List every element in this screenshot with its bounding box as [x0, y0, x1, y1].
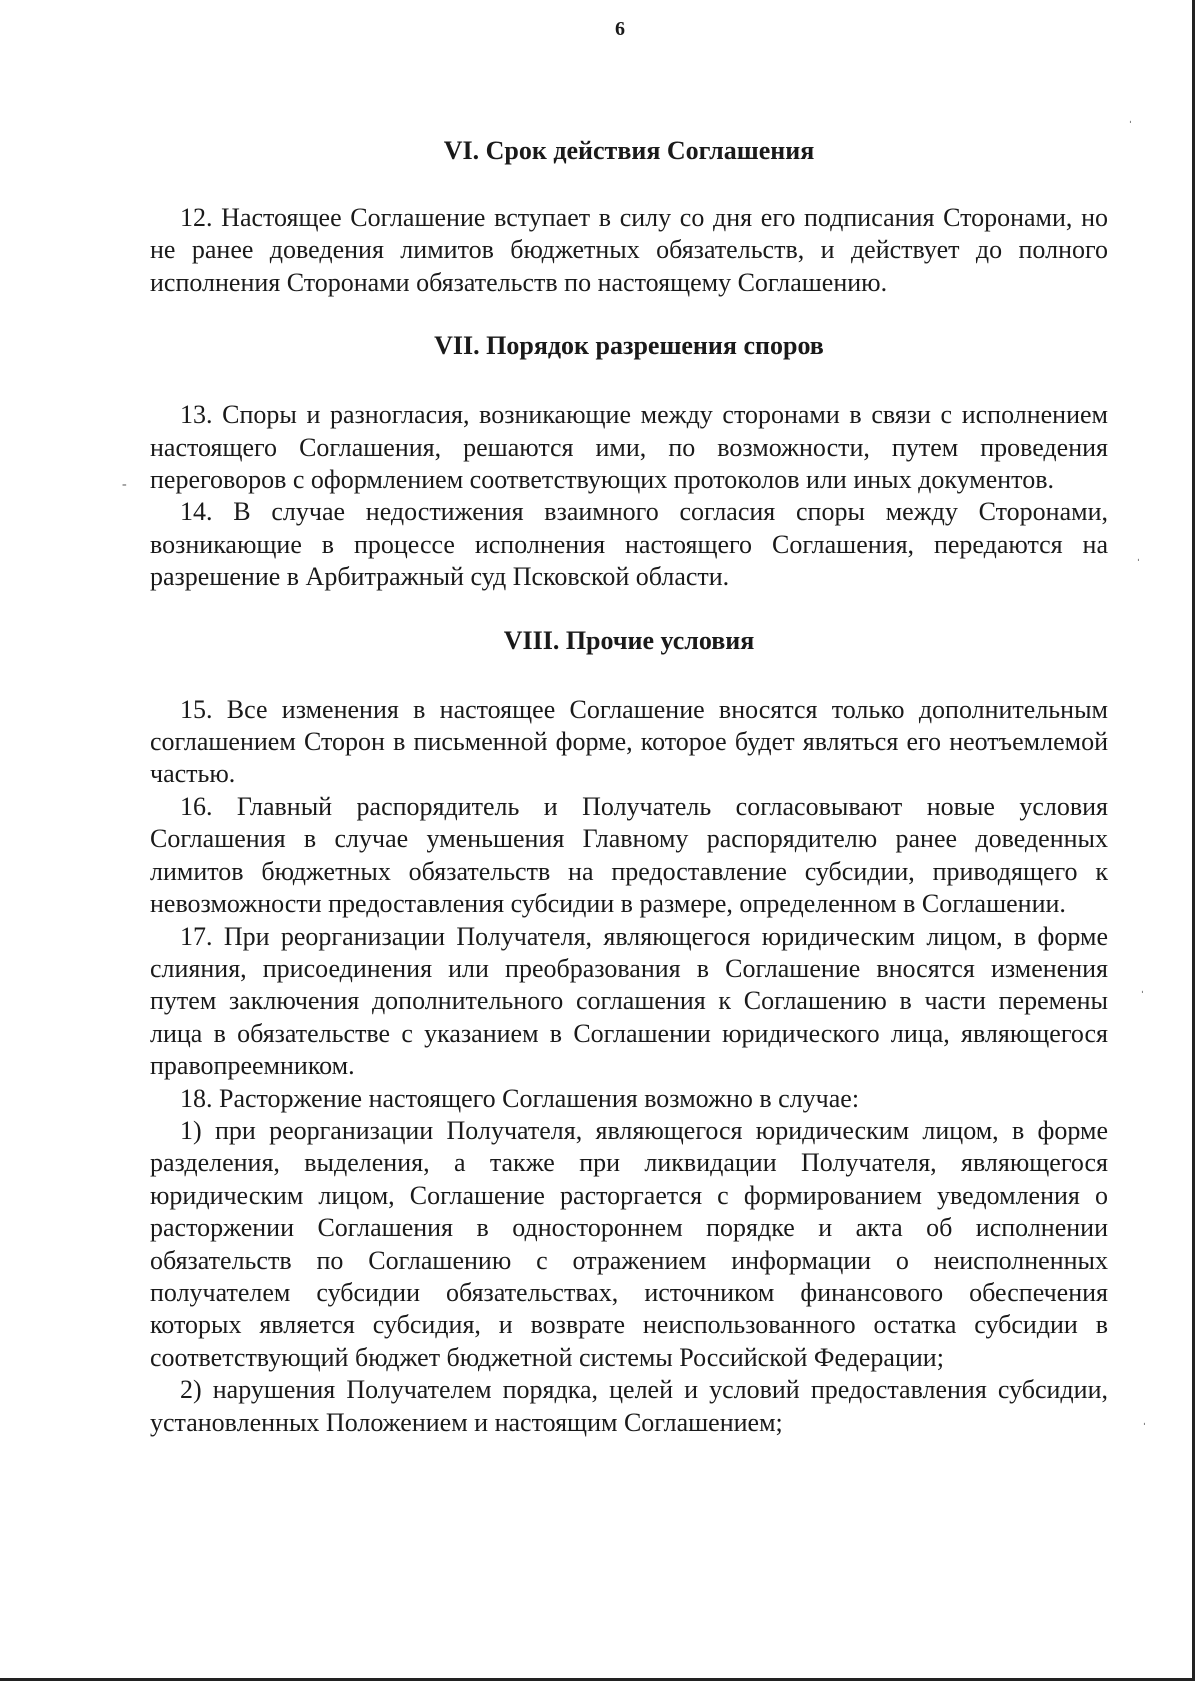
section-heading: VII. Порядок разрешения споров [434, 331, 824, 361]
scan-speck: ˌ [1128, 109, 1133, 124]
page-number: 6 [615, 18, 625, 40]
scan-speck: ˌ [1142, 1411, 1147, 1426]
paragraph-18-item-2: 2) нарушения Получателем порядка, целей и условий предоставления субсидии, установленных Положением и настоящим Соглашением; [150, 1375, 1108, 1437]
section-term [150, 134, 1108, 299]
paragraph-13: 13. Споры и разногласия, возникающие между сторонами в связи с исполнением настоящего Соглашения, решаются ими, по возможности, путем проведения переговоров с оформлением соответствующих протоколов или иных документов. [150, 400, 1108, 495]
section-heading: VI. Срок действия Соглашения [443, 136, 815, 165]
paragraph-12: 12. Настоящее Соглашение вступает в силу со дня его подписания Сторонами, но не ранее доведения лимитов бюджетных обязательств, и действует до полного исполнения Сторонами обязательств по настоящему Соглашению. [150, 203, 1108, 297]
paragraph-16: 16. Главный распорядитель и Получатель согласовывают новые условия Соглашения в случае уменьшения Главному распорядителю ранее доведенных лимитов бюджетных обязательств на предоставление субсидии, приводящего к невозможности предоставления субсидии в размере, определенном в Соглашении. [150, 791, 1108, 919]
document-body [150, 110, 1108, 1439]
paragraph-14: 14. В случае недостижения взаимного согласия споры между Сторонами, возникающие в процессе исполнения настоящего Соглашения, передаются на разрешение в Арбитражный суд Псковской области. [150, 497, 1108, 592]
scan-speck: - [122, 477, 127, 492]
scan-speck: ˌ [1136, 547, 1141, 562]
paragraph-17: 17. При реорганизации Получателя, являющегося юридическим лицом, в форме слияния, присоединения или преобразования в Соглашение вносятся изменения путем заключения дополнительного соглашения к Соглашению в части перемены лица в обязательстве с указанием в Соглашении юридического лица, являющегося правопреемником. [150, 921, 1108, 1081]
paragraph-18-item-1: 1) при реорганизации Получателя, являющегося юридическим лицом, в форме разделения, выделения, а также при ликвидации Получателя, являющегося юридическим лицом, Соглашение расторгается с формированием уведомления о расторжении Соглашения в одностороннем порядке и акта об исполнении обязательств по Соглашению с отражением информации о неисполненных получателем субсидии обязательствах, источником финансового обеспечения которых является субсидия, и возврате неиспользованного остатка субсидии в соответствующий бюджет бюджетной системы Российской Федерации; [150, 1115, 1108, 1372]
paragraph-15: 15. Все изменения в настоящее Соглашение вносятся только дополнительным соглашением Сторон в письменной форме, которое будет являться его неотъемлемой частью. [150, 694, 1108, 789]
section-disputes [150, 329, 1108, 593]
scan-speck: ˌ [1140, 979, 1145, 994]
paragraph-18: 18. Расторжение настоящего Соглашения возможно в случае: [180, 1083, 860, 1113]
section-other-terms [150, 624, 1108, 1439]
section-heading: VIII. Прочие условия [503, 625, 755, 655]
